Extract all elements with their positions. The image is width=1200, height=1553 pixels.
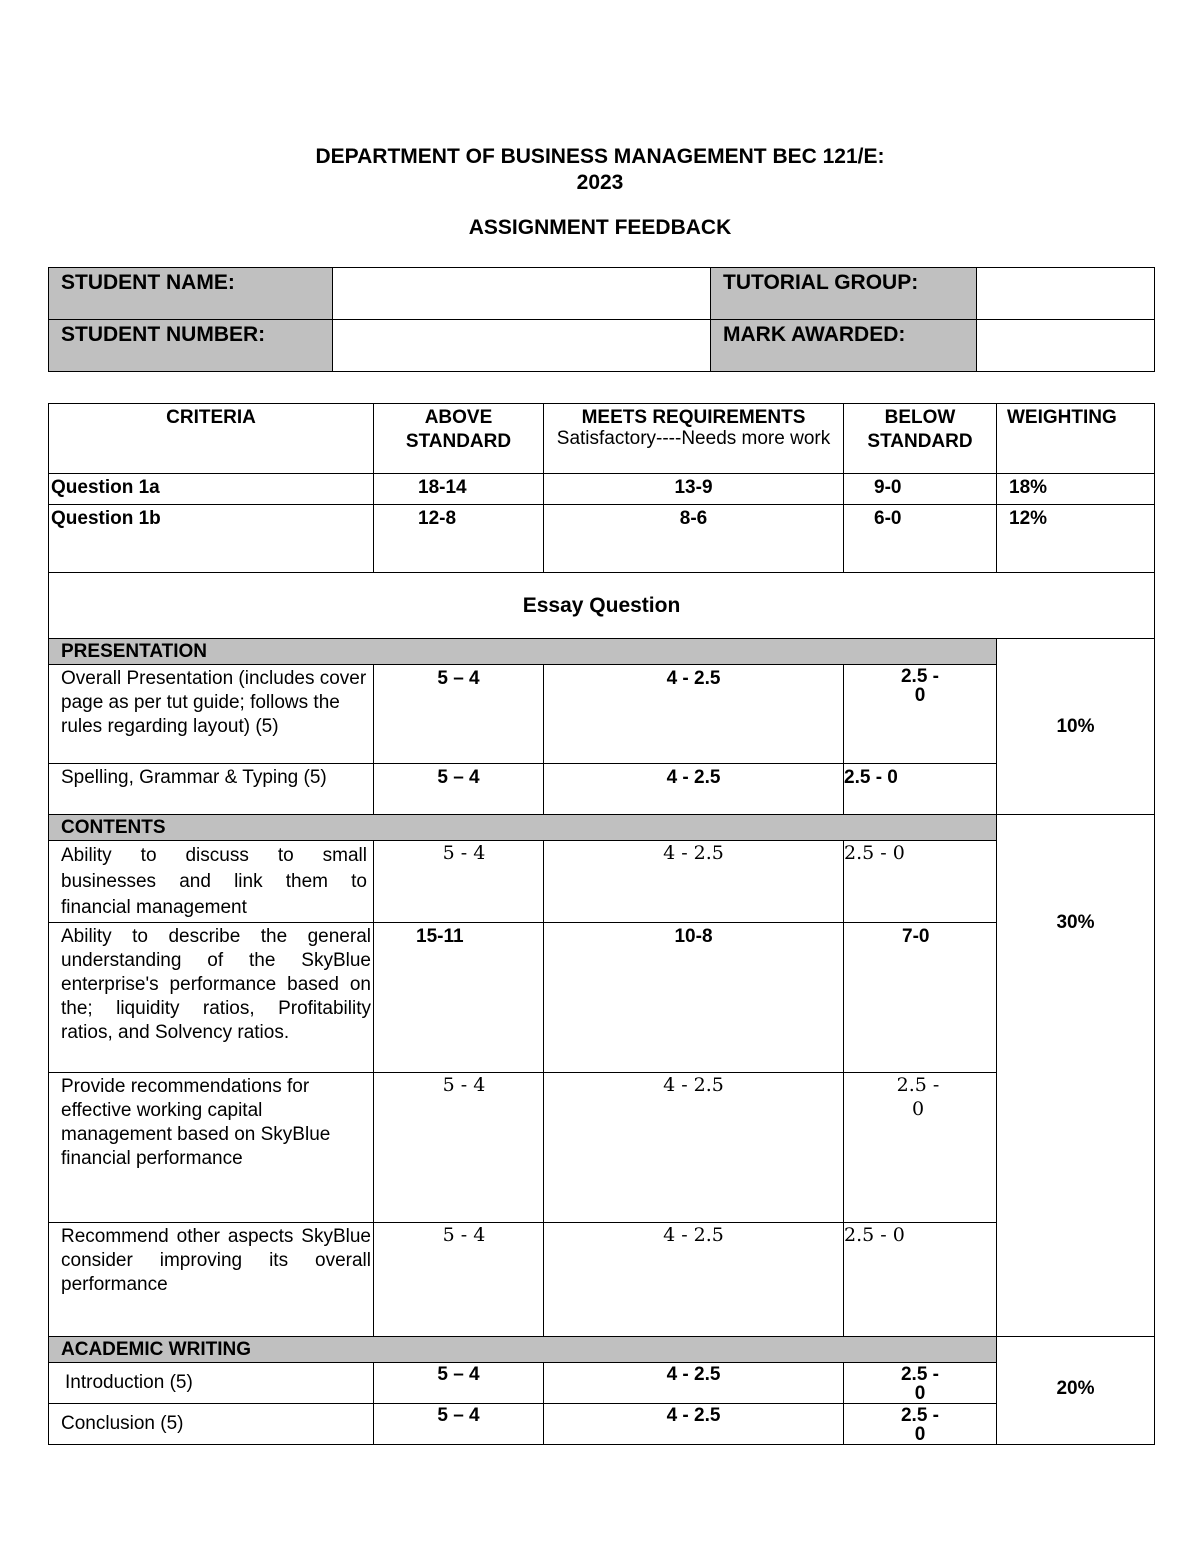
weight-contents: 30%: [997, 815, 1155, 1337]
question-row: [49, 474, 1155, 505]
header-meets-requirements: [544, 404, 844, 474]
section-contents: CONTENTS: [49, 815, 997, 841]
student-name-field[interactable]: [333, 268, 711, 320]
question-meets: 13-9: [544, 474, 844, 505]
criterion-meets: 4 - 2.5: [544, 841, 844, 923]
weight-academic-writing: 20%: [997, 1337, 1155, 1445]
criterion-below: [844, 1363, 997, 1404]
criterion-label: Overall Presentation (includes cover page as per tut guide; follows the rules regarding layout) (5): [49, 665, 374, 764]
question-meets: 8-6: [544, 505, 844, 573]
criterion-label: Ability to discuss to small businesses and link them to financial management: [49, 841, 374, 923]
criterion-below-value: 2.5 - 0: [900, 1364, 940, 1404]
criterion-below-value: 2.5 - 0: [896, 1074, 940, 1120]
student-name-label: STUDENT NAME:: [49, 268, 333, 320]
criterion-below: 2.5 - 0: [844, 841, 997, 923]
tutorial-group-label: TUTORIAL GROUP:: [711, 268, 977, 320]
criterion-row: [49, 665, 1155, 764]
criterion-label: Recommend other aspects SkyBlue consider improving its overall performance: [49, 1223, 374, 1337]
criterion-above: [374, 1073, 544, 1223]
criterion-above: [374, 841, 544, 923]
criterion-above-value: 5 - 4: [442, 1224, 486, 1246]
criterion-below-value: 2.5 - 0: [900, 1405, 940, 1445]
header-meets-sublabel: Satisfactory----Needs more work: [556, 428, 831, 449]
criterion-below: 2.5 - 0: [844, 764, 997, 815]
question-above: 12-8: [374, 505, 544, 573]
criterion-meets: 4 - 2.5: [544, 665, 844, 764]
criterion-below: 7-0: [844, 923, 997, 1073]
header-criteria: CRITERIA: [49, 404, 374, 474]
section-presentation: PRESENTATION: [49, 639, 997, 665]
criterion-row: [49, 923, 1155, 1073]
criterion-row: [49, 841, 1155, 923]
question-label: Question 1b: [49, 505, 374, 573]
criterion-above: 5 – 4: [374, 1404, 544, 1445]
header-below-standard: BELOW STANDARD: [844, 404, 997, 474]
doc-title-line1: DEPARTMENT OF BUSINESS MANAGEMENT BEC 121/E:: [315, 145, 885, 168]
criterion-label: Ability to describe the general understanding of the SkyBlue enterprise's performance based on the; liquidity ratios, Profitability ratios, and Solvency ratios.: [49, 923, 374, 1073]
criterion-below: 2.5 - 0: [844, 1223, 997, 1337]
question-label: Question 1a: [49, 474, 374, 505]
criterion-below: [844, 665, 997, 764]
criterion-below-value: 2.5 - 0: [900, 666, 940, 706]
criterion-meets: 4 - 2.5: [544, 1223, 844, 1337]
tutorial-group-field[interactable]: [977, 268, 1155, 320]
criterion-above: 5 – 4: [374, 1363, 544, 1404]
question-weight: 18%: [997, 474, 1155, 505]
criterion-meets: 4 - 2.5: [544, 1073, 844, 1223]
criterion-above: [374, 1223, 544, 1337]
criterion-row: [49, 1073, 1155, 1223]
question-row: [49, 505, 1155, 573]
criterion-meets: 4 - 2.5: [544, 764, 844, 815]
question-above: 18-14: [374, 474, 544, 505]
criterion-meets: 10-8: [544, 923, 844, 1073]
section-academic-writing: ACADEMIC WRITING: [49, 1337, 997, 1363]
mark-awarded-label: MARK AWARDED:: [711, 320, 977, 372]
student-info-table: [48, 267, 1155, 372]
essay-question-heading: Essay Question: [49, 573, 1155, 639]
criterion-meets: 4 - 2.5: [544, 1404, 844, 1445]
criterion-above: 5 – 4: [374, 665, 544, 764]
header-above-standard: ABOVE STANDARD: [374, 404, 544, 474]
header-meets-label: MEETS REQUIREMENTS: [581, 407, 806, 428]
criterion-row: [49, 764, 1155, 815]
criterion-row: [49, 1223, 1155, 1337]
rubric-table: [48, 403, 1155, 1445]
criterion-label: Spelling, Grammar & Typing (5): [49, 764, 374, 815]
question-below: 6-0: [844, 505, 997, 573]
criterion-row: [49, 1363, 1155, 1404]
criterion-label: Conclusion (5): [49, 1404, 374, 1445]
doc-subtitle: ASSIGNMENT FEEDBACK: [468, 216, 732, 239]
header-weighting: WEIGHTING: [997, 404, 1155, 474]
student-number-field[interactable]: [333, 320, 711, 372]
criterion-above-value: 5 - 4: [442, 1074, 486, 1096]
criterion-above: 15-11: [374, 923, 544, 1073]
weight-presentation: 10%: [997, 639, 1155, 815]
criterion-label: Introduction (5): [49, 1363, 374, 1404]
criterion-row: [49, 1404, 1155, 1445]
criterion-above: 5 – 4: [374, 764, 544, 815]
question-below: 9-0: [844, 474, 997, 505]
doc-title-line2: 2023: [576, 171, 624, 194]
mark-awarded-field[interactable]: [977, 320, 1155, 372]
student-number-label: STUDENT NUMBER:: [49, 320, 333, 372]
criterion-label: Provide recommendations for effective working capital management based on SkyBlue financial performance: [49, 1073, 374, 1223]
criterion-below: [844, 1073, 997, 1223]
criterion-above-value: 5 - 4: [442, 842, 486, 864]
criterion-below: [844, 1404, 997, 1445]
question-weight: 12%: [997, 505, 1155, 573]
criterion-meets: 4 - 2.5: [544, 1363, 844, 1404]
